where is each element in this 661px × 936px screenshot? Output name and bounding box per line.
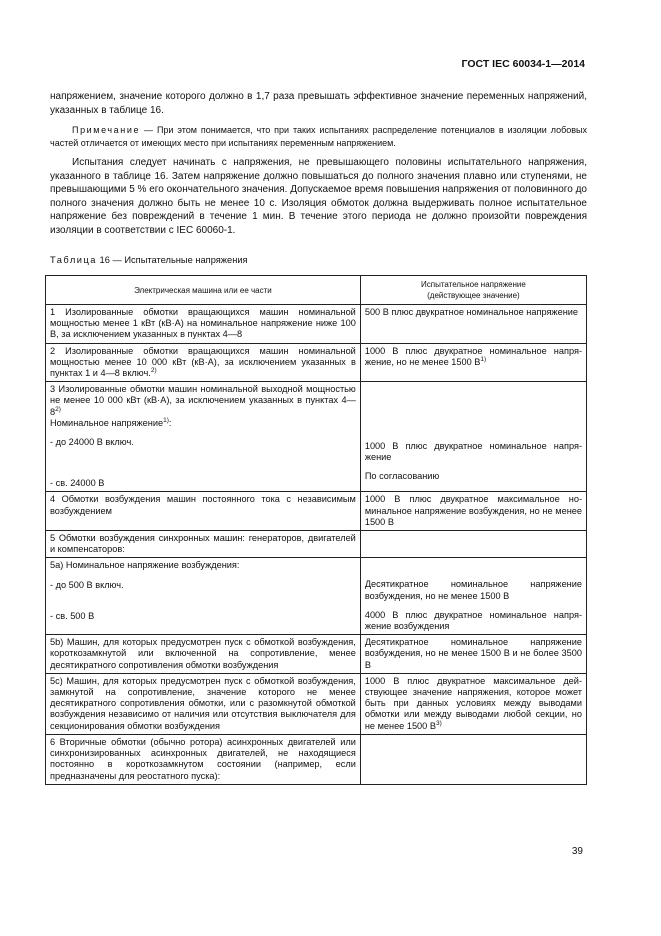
- footnote-ref: 1): [163, 416, 169, 424]
- cell-row5-voltage: [360, 531, 586, 558]
- paragraph-testing: Испытания следует начинать с напряжения, не превышающего половины испытательного напряжения, указанного в таблице 16. Затем напряжение должно повышаться до полного значения плавно или ступенями, не превышающими 5 % его окончательного значения. Допускаемое время повышения напряжения от половинного до полного значения должно быть не менее 10 с. Изоляция обмоток должна выдерживать полное испытательное напряжение без повреждений в течение 1 мин. В течение этого периода не должно произойти повреждения изоляции в соответствии с IEC 60060-1.: [50, 157, 587, 236]
- cell-row5c-machine: 5с) Машин, для которых предусмотрен пуск с обмоткой возбуждения, замкнутой на сопротивление, значение которого не менее десятикратного сопротивления обмотки, или с разомкнутой обмоткой возбуждения независимо от наличия или отсутствия выключателя для секционирования обмотки возбуждения: [46, 673, 361, 734]
- table-caption-label: Таблица: [50, 255, 97, 265]
- table-header-row: [46, 276, 587, 305]
- table-row: [46, 558, 587, 635]
- note-paragraph: [50, 124, 587, 149]
- paragraph-continuation: напряжением, значение которого должно в 1,7 раза превышать эффективное значение переменных напряжений, указанных в таблице 16.: [50, 91, 587, 116]
- cell-row2-machine: [46, 343, 361, 382]
- cell-row5a-machine: [46, 558, 361, 635]
- cell-row5c-voltage: [360, 673, 586, 734]
- row3-voltage-up-to-24000: 1000 В плюс двукратное номинальное напряжение: [364, 441, 582, 463]
- footnote-ref: 1): [480, 355, 487, 363]
- cell-row3-machine: [46, 382, 361, 492]
- cell-row5b-voltage: Десятикратное номинальное напряжение возбуждения, но не менее 1500 В и не более 3500 В: [360, 635, 586, 674]
- note-label: Примечание: [72, 125, 141, 135]
- row2-machine-text: 2 Изолированные обмотки вращающихся машин номинальной мощностью менее 10 000 кВт (кВ·А), за исключением указанных в пунктах 1 и 4—8 включ.: [50, 345, 356, 379]
- test-voltage-table: [45, 275, 587, 785]
- row5a-up-to-500: - до 500 В включ.: [50, 579, 124, 590]
- body-text: [50, 90, 587, 237]
- footnote-ref: 2): [150, 367, 157, 375]
- table-row: [46, 343, 587, 382]
- table-row: [46, 734, 587, 784]
- row3-up-to-24000: - до 24000 В включ.: [50, 437, 134, 448]
- col-header-machine: Электрическая машина или ее части: [46, 276, 361, 305]
- table-row: [46, 492, 587, 531]
- table-caption-text: 16 — Испытательные напряжения: [96, 255, 248, 265]
- table-row: [46, 673, 587, 734]
- cell-row5-machine: 5 Обмотки возбуждения синхронных машин: генераторов, двигателей и компенсаторов:: [46, 531, 361, 558]
- cell-row2-voltage: [360, 343, 586, 382]
- col-header-voltage-line1: Испытательное напряжение: [420, 280, 526, 289]
- table-row: [46, 305, 587, 344]
- row3-voltage-over-24000: По согласованию: [364, 470, 440, 481]
- cell-row5b-machine: 5b) Машин, для которых предусмотрен пуск с обмоткой возбуждения, короткозамкнутой или включенной на сопротивление, менее десятикратного сопротивления обмотки возбуждения: [46, 635, 361, 674]
- cell-row6-machine: 6 Вторичные обмотки (обычно ротора) асинхронных двигателей или синхронизированных асинхронных двигателей, не находящиеся постоянно в короткозамкнутом состоянии (например, если предназначены для реостатного пуска):: [46, 734, 361, 784]
- page-number: 39: [571, 846, 583, 857]
- cell-row3-voltage: [360, 382, 586, 492]
- footnote-ref: 3): [435, 719, 442, 727]
- standard-designation: ГОСТ IEC 60034-1—2014: [461, 58, 585, 70]
- row3-over-24000: - св. 24000 В: [50, 478, 105, 489]
- cell-row4-voltage: 1000 В плюс двукратное максимальное номинальное напряжение возбуждения, но не менее 1500 В: [360, 492, 586, 531]
- row3-colon: :: [168, 417, 172, 428]
- cell-row1-machine: 1 Изолированные обмотки вращающихся машин номинальной мощностью менее 1 кВт (кВ·А) на номинальное напряжение ниже 100 В, за исключением указанных в пунктах 4—8: [46, 305, 361, 344]
- cell-row5a-voltage: [360, 558, 586, 635]
- table-caption: [50, 255, 248, 265]
- col-header-voltage-line2: (действующее значение): [427, 291, 520, 300]
- cell-row6-voltage: [360, 734, 586, 784]
- cell-row1-voltage: 500 В плюс двукратное номинальное напряжение: [360, 305, 586, 344]
- cell-row4-machine: 4 Обмотки возбуждения машин постоянного тока с независимым возбуждением: [46, 492, 361, 531]
- row5c-voltage-text: 1000 В плюс двукратное максимальное действующее значение напряжения, которое может быть при данных условиях между выводами обмотки или между выводами любой секции, но не менее 1500 В: [364, 675, 582, 731]
- row3-rated-voltage-label: Номинальное напряжение: [50, 417, 164, 428]
- row5a-over-500: - св. 500 В: [50, 610, 95, 621]
- row5a-voltage-over-500: 4000 В плюс двукратное номинальное напряжение возбуждения: [364, 609, 582, 632]
- table-row: [46, 382, 587, 492]
- row2-voltage-text: 1000 В плюс двукратное номинальное напряжение, но не менее 1500 В: [364, 345, 582, 367]
- table-row: [46, 531, 587, 558]
- row3-machine-text: 3 Изолированные обмотки машин номинальной выходной мощностью не менее 10 000 кВт (кВ·А), за исключением указанных в пунктах 4—8: [50, 384, 356, 417]
- row5a-voltage-up-to-500: Десятикратное номинальное напряжение возбуждения, но не менее 1500 В: [364, 579, 582, 601]
- col-header-voltage: [360, 276, 586, 305]
- note-text: — При этом понимается, что при таких испытаниях распределение потенциалов в изоляции лобовых частей отличается от имеющих место при испытаниях переменным напряжением.: [50, 125, 587, 148]
- table-row: [46, 635, 587, 674]
- row5a-label: 5а) Номинальное напряжение возбуждения:: [50, 560, 240, 571]
- footnote-ref: 2): [55, 405, 61, 413]
